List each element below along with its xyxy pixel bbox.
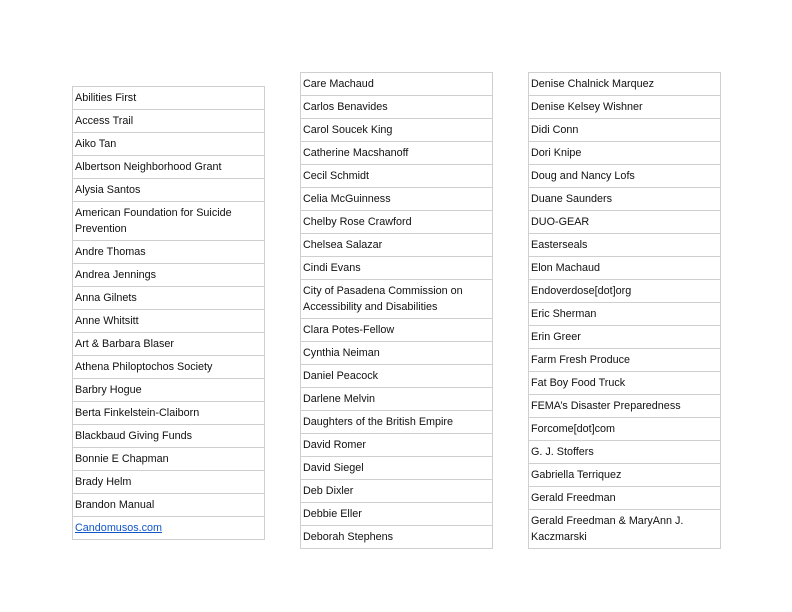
table-row: Fat Boy Food Truck — [529, 372, 720, 395]
table-row: Cecil Schmidt — [301, 165, 492, 188]
table-row: Chelsea Salazar — [301, 234, 492, 257]
table-row: Darlene Melvin — [301, 388, 492, 411]
table-row: Cindi Evans — [301, 257, 492, 280]
table-row: Denise Chalnick Marquez — [529, 73, 720, 96]
table-row: Farm Fresh Produce — [529, 349, 720, 372]
table-row: Art & Barbara Blaser — [73, 333, 264, 356]
table-row: Deborah Stephens — [301, 526, 492, 549]
table-row: Anna Gilnets — [73, 287, 264, 310]
table-row: Clara Potes-Fellow — [301, 319, 492, 342]
donor-list-column-1 — [72, 86, 265, 540]
table-row: Denise Kelsey Wishner — [529, 96, 720, 119]
table-row: Gerald Freedman & MaryAnn J. Kaczmarski — [529, 510, 720, 549]
table-row: Athena Philoptochos Society — [73, 356, 264, 379]
table-row: Daughters of the British Empire — [301, 411, 492, 434]
table-row: Anne Whitsitt — [73, 310, 264, 333]
table-row: Endoverdose[dot]org — [529, 280, 720, 303]
website-link[interactable]: Candomusos.com — [75, 522, 163, 534]
table-row: Brady Helm — [73, 471, 264, 494]
table-row: Andrea Jennings — [73, 264, 264, 287]
table-row: David Siegel — [301, 457, 492, 480]
table-row: Erin Greer — [529, 326, 720, 349]
table-row: Doug and Nancy Lofs — [529, 165, 720, 188]
table-row: City of Pasadena Commission on Accessibility and Disabilities — [301, 280, 492, 319]
table-row: Chelby Rose Crawford — [301, 211, 492, 234]
table-row: Daniel Peacock — [301, 365, 492, 388]
table-row: David Romer — [301, 434, 492, 457]
donor-list-column-3 — [528, 72, 721, 549]
table-row: Eric Sherman — [529, 303, 720, 326]
table-row: G. J. Stoffers — [529, 441, 720, 464]
table-row: Carlos Benavides — [301, 96, 492, 119]
table-row: Celia McGuinness — [301, 188, 492, 211]
table-row: Alysia Santos — [73, 179, 264, 202]
table-row: Aiko Tan — [73, 133, 264, 156]
table-row: Gerald Freedman — [529, 487, 720, 510]
table-row: Care Machaud — [301, 73, 492, 96]
table-row: Blackbaud Giving Funds — [73, 425, 264, 448]
table-row: Catherine Macshanoff — [301, 142, 492, 165]
table-row: Forcome[dot]com — [529, 418, 720, 441]
table-row: Gabriella Terriquez — [529, 464, 720, 487]
table-row: Bonnie E Chapman — [73, 448, 264, 471]
table-row: DUO-GEAR — [529, 211, 720, 234]
table-row: Debbie Eller — [301, 503, 492, 526]
table-row: American Foundation for Suicide Prevention — [73, 202, 264, 241]
table-row: Barbry Hogue — [73, 379, 264, 402]
table-row: Cynthia Neiman — [301, 342, 492, 365]
table-row: Duane Saunders — [529, 188, 720, 211]
table-row: Carol Soucek King — [301, 119, 492, 142]
table-row: Access Trail — [73, 110, 264, 133]
table-row: Berta Finkelstein-Claiborn — [73, 402, 264, 425]
table-row: Dori Knipe — [529, 142, 720, 165]
table-row: Andre Thomas — [73, 241, 264, 264]
table-row: FEMA’s Disaster Preparedness — [529, 395, 720, 418]
table-row[interactable] — [73, 517, 264, 540]
table-row: Albertson Neighborhood Grant — [73, 156, 264, 179]
table-row: Deb Dixler — [301, 480, 492, 503]
table-row: Elon Machaud — [529, 257, 720, 280]
donor-list-column-2 — [300, 72, 493, 549]
table-row: Abilities First — [73, 87, 264, 110]
table-row: Didi Conn — [529, 119, 720, 142]
table-row: Easterseals — [529, 234, 720, 257]
table-row: Brandon Manual — [73, 494, 264, 517]
